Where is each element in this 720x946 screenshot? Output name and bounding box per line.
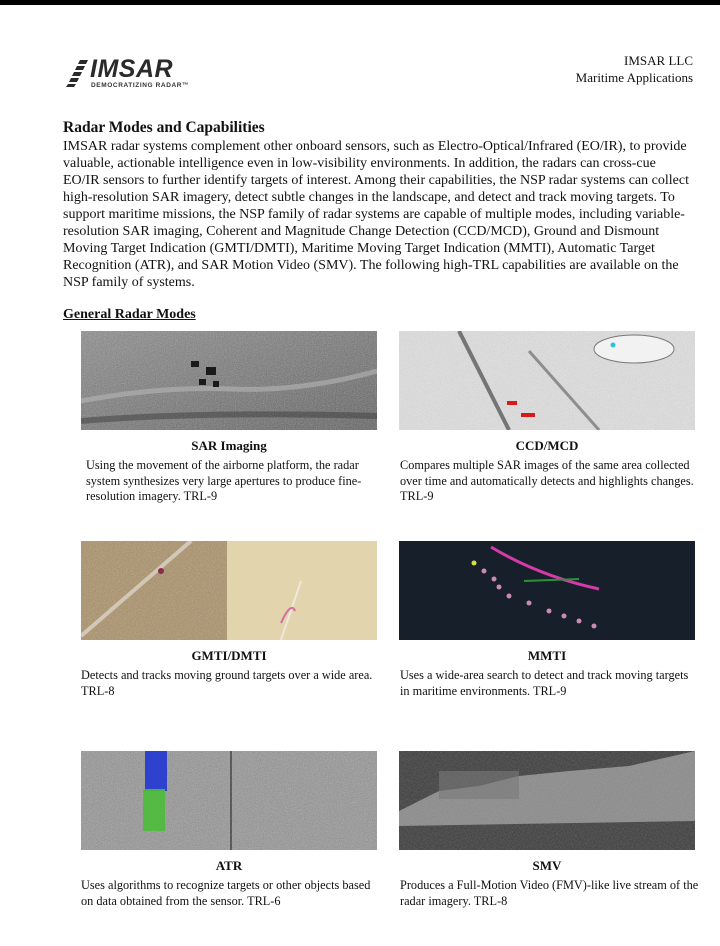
mode-caption: ATR	[215, 858, 243, 873]
mode-caption: SAR Imaging	[191, 438, 267, 453]
mode-description: Detects and tracks moving ground targets over a wide area. TRL-8	[81, 668, 373, 698]
logo-mark-icon	[66, 58, 92, 88]
imsar-logo	[66, 56, 196, 92]
mode-caption: GMTI/DMTI	[191, 648, 267, 663]
mode-card-gmti	[81, 541, 381, 699]
ccd-mcd-image	[399, 331, 695, 430]
mode-card-mmti	[399, 541, 699, 699]
subsection-title: General Radar Modes	[63, 307, 196, 322]
mode-caption: SMV	[532, 858, 562, 873]
mode-card-atr	[81, 751, 381, 909]
mode-caption: CCD/MCD	[515, 438, 579, 453]
mmti-image	[399, 541, 695, 640]
smv-image	[399, 751, 695, 850]
document-header	[576, 52, 693, 86]
intro-paragraph: IMSAR radar systems complement other onboard sensors, such as Electro-Optical/Infrared (EO/IR), to provide valuable, actionable intelligence even in low-visibility environments. In addition, the radars can cross-cue EO/IR sensors to further identify targets of interest. Among their capabilities, the NSP radar systems can collect high-resolution SAR imagery, detect subtle changes in the landscape, and detect and track moving targets. To support maritime missions, the NSP family of radar systems are capable of multiple modes, including variable-resolution SAR imaging, Coherent and Magnitude Change Detection (CCD/MCD), Ground and Dismount Moving Target Indication (GMTI/DMTI), Maritime Moving Target Indication (MMTI), Automatic Target Recognition (ATR), and SAR Motion Video (SMV). The following high-TRL capabilities are available on the NSP family of systems.	[63, 139, 689, 290]
mode-description: Uses a wide-area search to detect and track moving targets in maritime environments. TRL-9	[400, 668, 689, 698]
mode-card-ccd	[399, 331, 699, 505]
mode-description: Produces a Full-Motion Video (FMV)-like live stream of the radar imagery. TRL-8	[400, 878, 699, 908]
gmti-dmti-image	[81, 541, 377, 640]
mode-card-sar	[81, 331, 381, 505]
mode-description: Uses algorithms to recognize targets or other objects based on data obtained from the sensor. TRL-6	[81, 878, 371, 908]
division-name: Maritime Applications	[575, 70, 693, 85]
mode-card-smv	[399, 751, 699, 909]
mode-caption: MMTI	[527, 648, 567, 663]
section-title: Radar Modes and Capabilities	[63, 119, 265, 136]
company-name: IMSAR LLC	[624, 53, 693, 68]
atr-image	[81, 751, 377, 850]
sar-imaging-image	[81, 331, 377, 430]
mode-description: Using the movement of the airborne platform, the radar system synthesizes very large apertures to produce fine-resolution imagery. TRL-9	[86, 458, 362, 503]
mode-description: Compares multiple SAR images of the same area collected over time and automatically detects and highlights changes. TRL-9	[400, 458, 694, 503]
logo-tagline: DEMOCRATIZING RADAR™	[91, 82, 190, 89]
logo-wordmark: IMSAR	[90, 55, 174, 83]
top-border	[0, 0, 720, 5]
